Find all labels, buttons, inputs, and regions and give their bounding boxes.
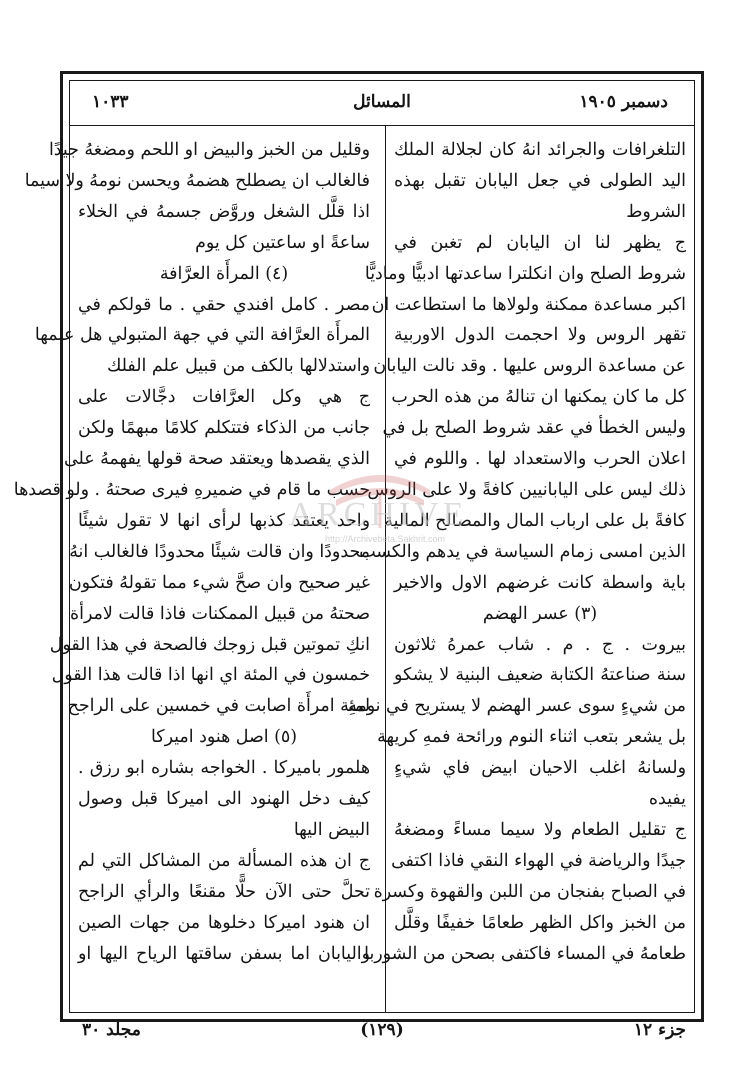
left-line-11: الذي يقصدها ويعتقد صحة قولها يفهمهُ على xyxy=(63,449,370,470)
left-line-25: تحلَّ حتى الآن حلًّا مقنعًا والرأي الراجح xyxy=(78,881,370,902)
section-heading-4: (٤) المرأَة العرَّافة xyxy=(159,263,289,284)
right-line-15: باية واسطة كانت غرضهم الاول والاخير xyxy=(394,572,686,593)
header-date: دسمبر ١٩٠٥ xyxy=(579,92,668,112)
page-frame-inner xyxy=(13,80,695,1013)
right-line-18: سنة صناعتهُ الكتابة ضعيف البنية لا يشكو xyxy=(394,665,686,686)
left-column xyxy=(13,135,370,969)
right-line-23: ج تقليل الطعام ولا سيما مساءً ومضغهُ xyxy=(394,819,686,840)
left-line-18: خمسون في المئة اي انها اذا قالت هذا القول xyxy=(51,665,370,686)
watermark-url: http://Archivebeta.Sakhrit.com xyxy=(324,534,446,544)
right-line-2: اليد الطولى في جعل اليابان تقبل بهذه xyxy=(394,170,686,191)
header-title: المسائل xyxy=(353,92,411,112)
left-line-10: جانب من الذكاء فتتكلم كلامًا مبهمًا ولكن xyxy=(78,418,370,439)
left-line-21: هلمور باميركا . الخواجه بشاره ابو رزق . xyxy=(78,758,370,779)
right-line-9: كل ما كان يمكنها ان تنالهُ من هذه الحرب xyxy=(391,387,686,408)
watermark-text: ARCHIVE xyxy=(288,496,468,533)
right-line-27: طعامهُ في المساء فاكتفى بصحن من الشوربا xyxy=(364,943,686,964)
left-line-4: ساعةً او ساعتين كل يوم xyxy=(195,232,370,253)
left-line-14: محدودًا وان قالت شيئًا محدودًا فالغالب انهُ xyxy=(69,541,370,562)
footer-part: جزء ١٢ xyxy=(633,1020,686,1040)
right-line-14: الذين امسى زمام السياسة في يدهم والكسب xyxy=(359,541,686,562)
right-line-25: في الصباح بفنجان من اللبن والقهوة وكسرة xyxy=(373,881,686,902)
left-line-19: لمئة امرأَة اصابت في خمسين على الراجح xyxy=(67,696,370,717)
left-line-13: واحد يعتقد كذبها لرأى انها لا تقول شيئًا xyxy=(78,510,370,531)
right-line-5: شروط الصلح وان انكلترا ساعدتها ادبيًّا وماديًّا xyxy=(364,263,686,284)
left-line-7: المرأَة العرَّافة التي في جهة المتبولي هل علمها xyxy=(34,325,370,346)
right-line-26: من الخبز واكل الظهر طعامًا خفيفًا وقلَّل xyxy=(394,912,686,933)
section-heading-5: (٥) اصل هنود اميركا xyxy=(151,727,297,748)
section-heading-3: (٣) عسر الهضم xyxy=(482,603,598,624)
left-line-23: البيض اليها xyxy=(293,819,370,840)
right-line-6: اكبر مساعدة ممكنة ولولاها ما استطاعت ان xyxy=(371,294,686,315)
right-line-24: جيدًا والرياضة في الهواء النقي فاذا اكتفى xyxy=(391,850,686,871)
right-line-8: عن مساعدة الروس عليها . وقد نالت اليابان xyxy=(373,356,686,377)
left-line-24: ج ان هذه المسألة من المشاكل التي لم xyxy=(78,850,370,871)
page-header xyxy=(70,81,694,126)
left-line-22: كيف دخل الهنود الى اميركا قبل وصول xyxy=(78,789,370,810)
left-line-15: غير صحيح وان صحَّ شيء مما تقولهُ فتكون xyxy=(68,572,370,593)
right-line-21: ولسانهُ اغلب الاحيان ابيض فاي شيءٍ xyxy=(394,758,686,779)
header-page-number: ١٠٣٣ xyxy=(92,92,129,112)
right-line-3: الشروط xyxy=(626,201,686,222)
left-line-3: اذا قلَّل الشغل وروَّض جسمهُ في الخلاء xyxy=(78,201,370,222)
left-line-27: واليابان اما بسفن ساقتها الرياح اليها او xyxy=(78,943,370,964)
right-line-19: من شيءٍ سوى عسر الهضم لا يستريح في نومهِ xyxy=(348,696,686,717)
right-line-13: كافةً بل على ارباب المال والمصالح المالية xyxy=(384,510,686,531)
right-line-17: بيروت . ج . م . شاب عمرهُ ثلاثون xyxy=(394,634,686,655)
page-frame xyxy=(13,71,704,1022)
left-line-12: حسب ما قام في ضميرهِ فيرى صحتهُ . ولو قصدها xyxy=(13,479,370,500)
right-line-7: تقهر الروس ولا احجمت الدول الاوربية xyxy=(394,325,686,346)
left-line-8: واستدلالها بالكف من قبيل علم الفلك xyxy=(107,356,370,377)
left-line-9: ج هي وكل العرَّافات دجَّالات على xyxy=(78,387,370,408)
left-line-2: فالغالب ان يصطلح هضمهُ ويحسن نومهُ ولا سيما xyxy=(24,170,370,191)
right-line-22: يفيده xyxy=(648,789,686,810)
footer-volume: مجلد ٣٠ xyxy=(82,1020,141,1040)
right-line-11: اعلان الحرب والاستعداد لها . واللوم في xyxy=(394,449,686,470)
right-line-12: ذلك ليس على اليابانيين كافةً ولا على الروس xyxy=(367,479,686,500)
left-line-16: صحتهُ من قبيل الممكنات فاذا قالت لامرأة xyxy=(70,603,370,624)
right-line-10: وليس الخطأ في عقد شروط الصلح بل في xyxy=(382,418,686,439)
footer-page: (١٢٩) xyxy=(360,1020,404,1040)
left-line-1: وقليل من الخبز والبيض او اللحم ومضغهُ جيدًا xyxy=(48,140,370,160)
right-line-1: التلغرافات والجرائد انهُ كان لجلالة الملك xyxy=(394,140,686,160)
left-line-6: مصر . كامل افندي حقي . ما قولكم في xyxy=(78,294,370,315)
right-line-20: بل يشعر بتعب اثناء النوم ورائحة فمهِ كريهة xyxy=(377,727,686,748)
right-line-4: ج يظهر لنا ان اليابان لم تغبن في xyxy=(394,232,686,253)
left-line-26: ان هنود اميركا دخلوها من جهات الصين xyxy=(78,912,370,933)
left-line-17: انكِ تموتين قبل زوجك فالصحة في هذا القول xyxy=(49,634,370,655)
page-footer xyxy=(60,1016,704,1046)
